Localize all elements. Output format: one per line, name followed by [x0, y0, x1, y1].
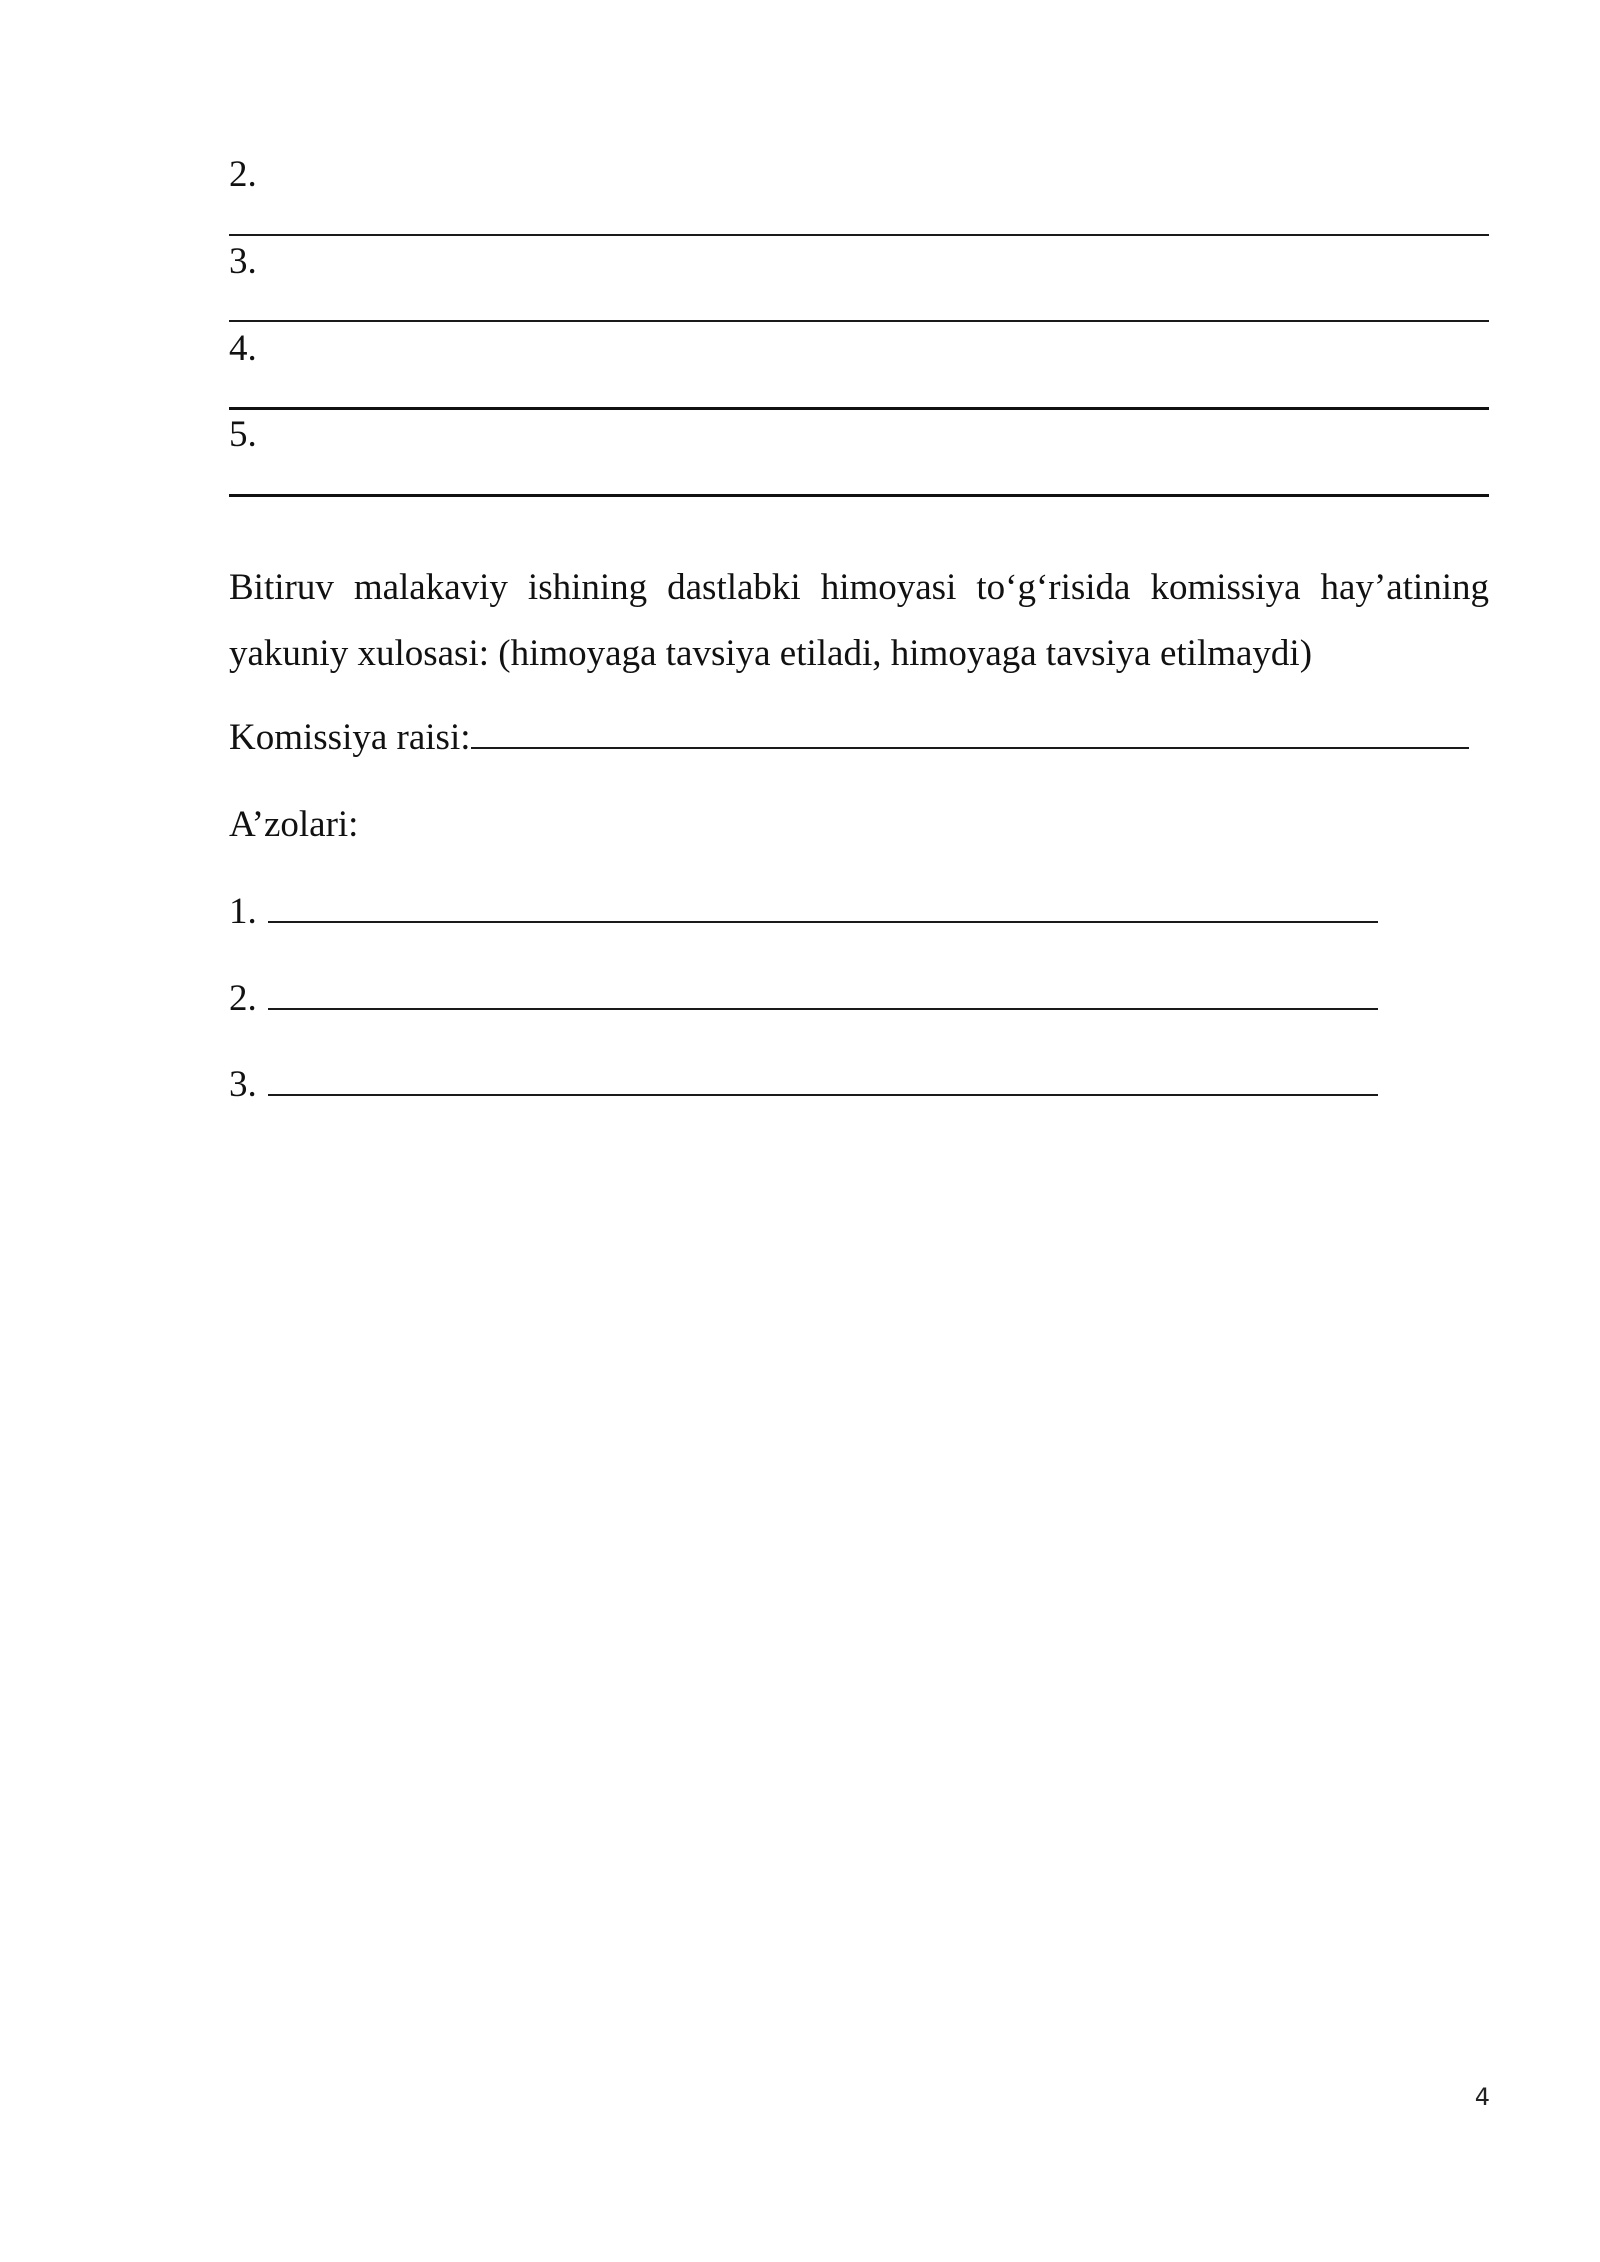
chairman-row — [229, 716, 1469, 760]
list-item-number: 5. — [229, 414, 257, 455]
member-row-2 — [229, 977, 1378, 1021]
members-label — [229, 803, 358, 847]
chairman-label: Komissiya raisi: — [229, 717, 471, 758]
member-row-3 — [229, 1063, 1378, 1107]
list-item-number: 4. — [229, 328, 257, 369]
list-item-4 — [229, 327, 1489, 371]
member-signature-line — [268, 891, 1378, 923]
list-item-2-rule — [229, 234, 1489, 236]
member-signature-line — [268, 1064, 1378, 1096]
list-item-3 — [229, 240, 1489, 284]
conclusion-line-2: yakuniy xulosasi: (himoyaga tavsiya etiladi, himoyaga tavsiya etilmaydi) — [229, 633, 1313, 674]
member-number: 1. — [229, 891, 257, 932]
list-item-4-rule — [229, 407, 1489, 410]
conclusion-paragraph — [229, 555, 1489, 687]
member-number: 2. — [229, 978, 257, 1019]
list-item-3-rule — [229, 320, 1489, 322]
list-item-number: 2. — [229, 154, 257, 195]
member-signature-line — [268, 978, 1378, 1010]
members-label-text: A’zolari: — [229, 804, 359, 845]
member-row-1 — [229, 890, 1378, 934]
list-item-2 — [229, 153, 1489, 197]
list-item-5-rule — [229, 494, 1489, 497]
chairman-signature-line — [471, 717, 1469, 749]
member-number: 3. — [229, 1064, 257, 1105]
list-item-number: 3. — [229, 241, 257, 282]
page-number: 4 — [1474, 2083, 1490, 2111]
conclusion-line-1: Bitiruv malakaviy ishining dastlabki himoyasi to‘g‘risida komissiya hay’atining — [229, 567, 1489, 608]
list-item-5 — [229, 413, 1489, 457]
